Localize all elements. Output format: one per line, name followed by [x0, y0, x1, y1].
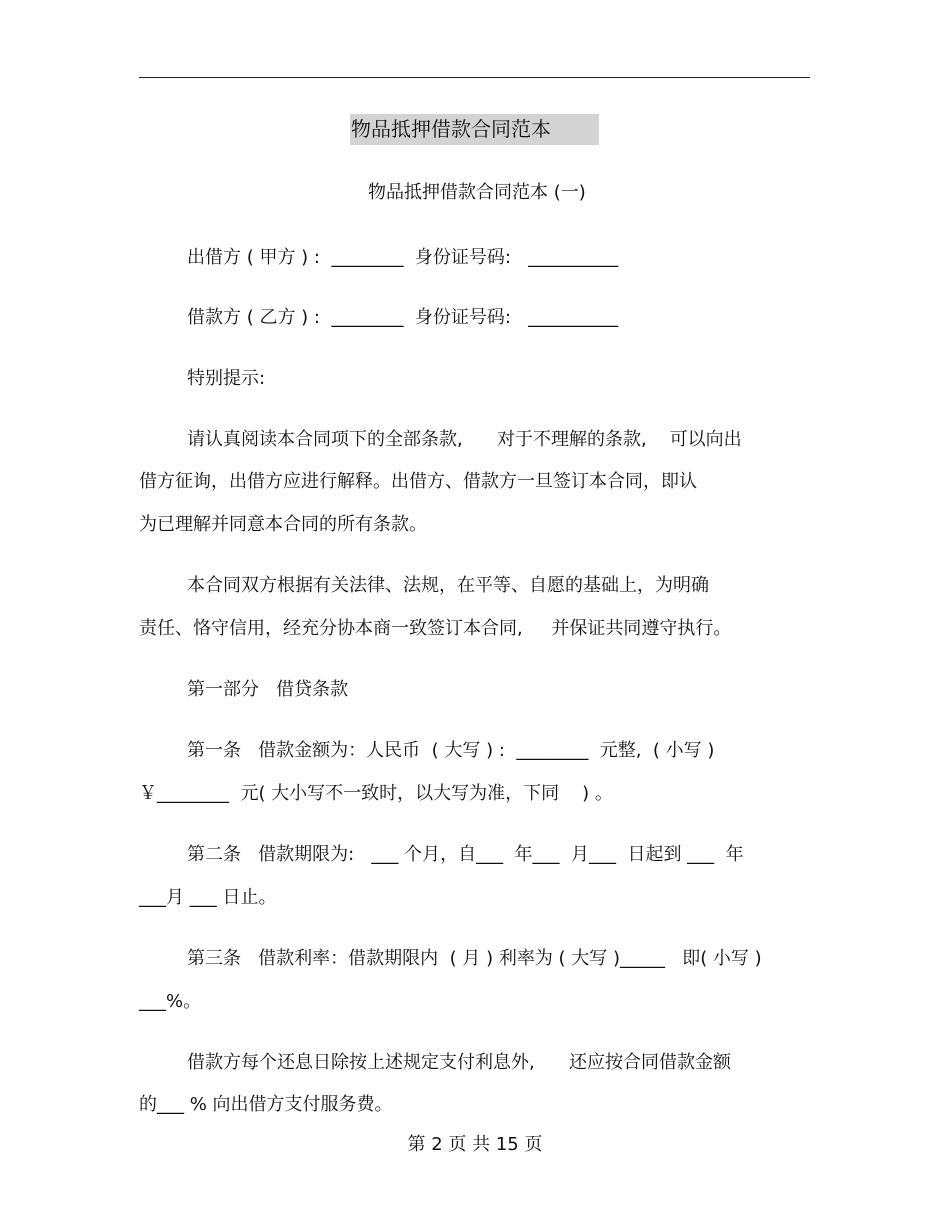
- document-title: 物品抵押借款合同范本: [350, 114, 599, 145]
- notice-paragraph-line-1: 请认真阅读本合同项下的全部条款, 对于不理解的条款, 可以向出: [187, 429, 742, 450]
- service-fee-line-2: 的___ % 向出借方支付服务费。: [139, 1094, 393, 1115]
- preamble-line-2: 责任、恪守信用，经充分协本商一致签订本合同, 并保证共同遵守执行。: [139, 618, 732, 639]
- article-two-line-1: 第二条 借款期限为: ___ 个月，自___ 年___ 月___ 日起到 ___ 年: [187, 844, 744, 865]
- article-one-line-1: 第一条 借款金额为：人民币 ( 大写 ) : ________ 元整, ( 小写 ): [187, 740, 715, 761]
- article-three-line-1: 第三条 借款利率：借款期限内 ( 月 ) 利率为 ( 大写 )_____ 即( 小写 ): [187, 948, 762, 969]
- article-two-line-2: ___月 ___ 日止。: [139, 887, 277, 908]
- notice-paragraph-line-3: 为已理解并同意本合同的所有条款。: [139, 514, 427, 535]
- notice-paragraph-line-2: 借方征询，出借方应进行解释。出借方、借款方一旦签订本合同，即认: [139, 471, 697, 492]
- article-three-line-2: ___%。: [139, 991, 202, 1012]
- document-subtitle: 物品抵押借款合同范本 (一): [368, 182, 586, 203]
- borrower-line: 借款方 ( 乙方 ) : ________ 身份证号码: __________: [187, 307, 619, 328]
- lender-line: 出借方 ( 甲方 ) : ________ 身份证号码: __________: [187, 247, 619, 268]
- service-fee-line-1: 借款方每个还息日除按上述规定支付利息外, 还应按合同借款金额: [187, 1052, 732, 1073]
- header-rule: [139, 77, 810, 78]
- preamble-line-1: 本合同双方根据有关法律、法规，在平等、自愿的基础上，为明确: [187, 575, 709, 596]
- article-one-line-2: ￥________ 元( 大小写不一致时，以大写为准，下同 ) 。: [139, 783, 613, 804]
- page-number-footer: 第 2 页 共 15 页: [407, 1134, 543, 1155]
- part-one-heading: 第一部分 借贷条款: [187, 679, 349, 700]
- special-notice-heading: 特别提示:: [187, 368, 266, 389]
